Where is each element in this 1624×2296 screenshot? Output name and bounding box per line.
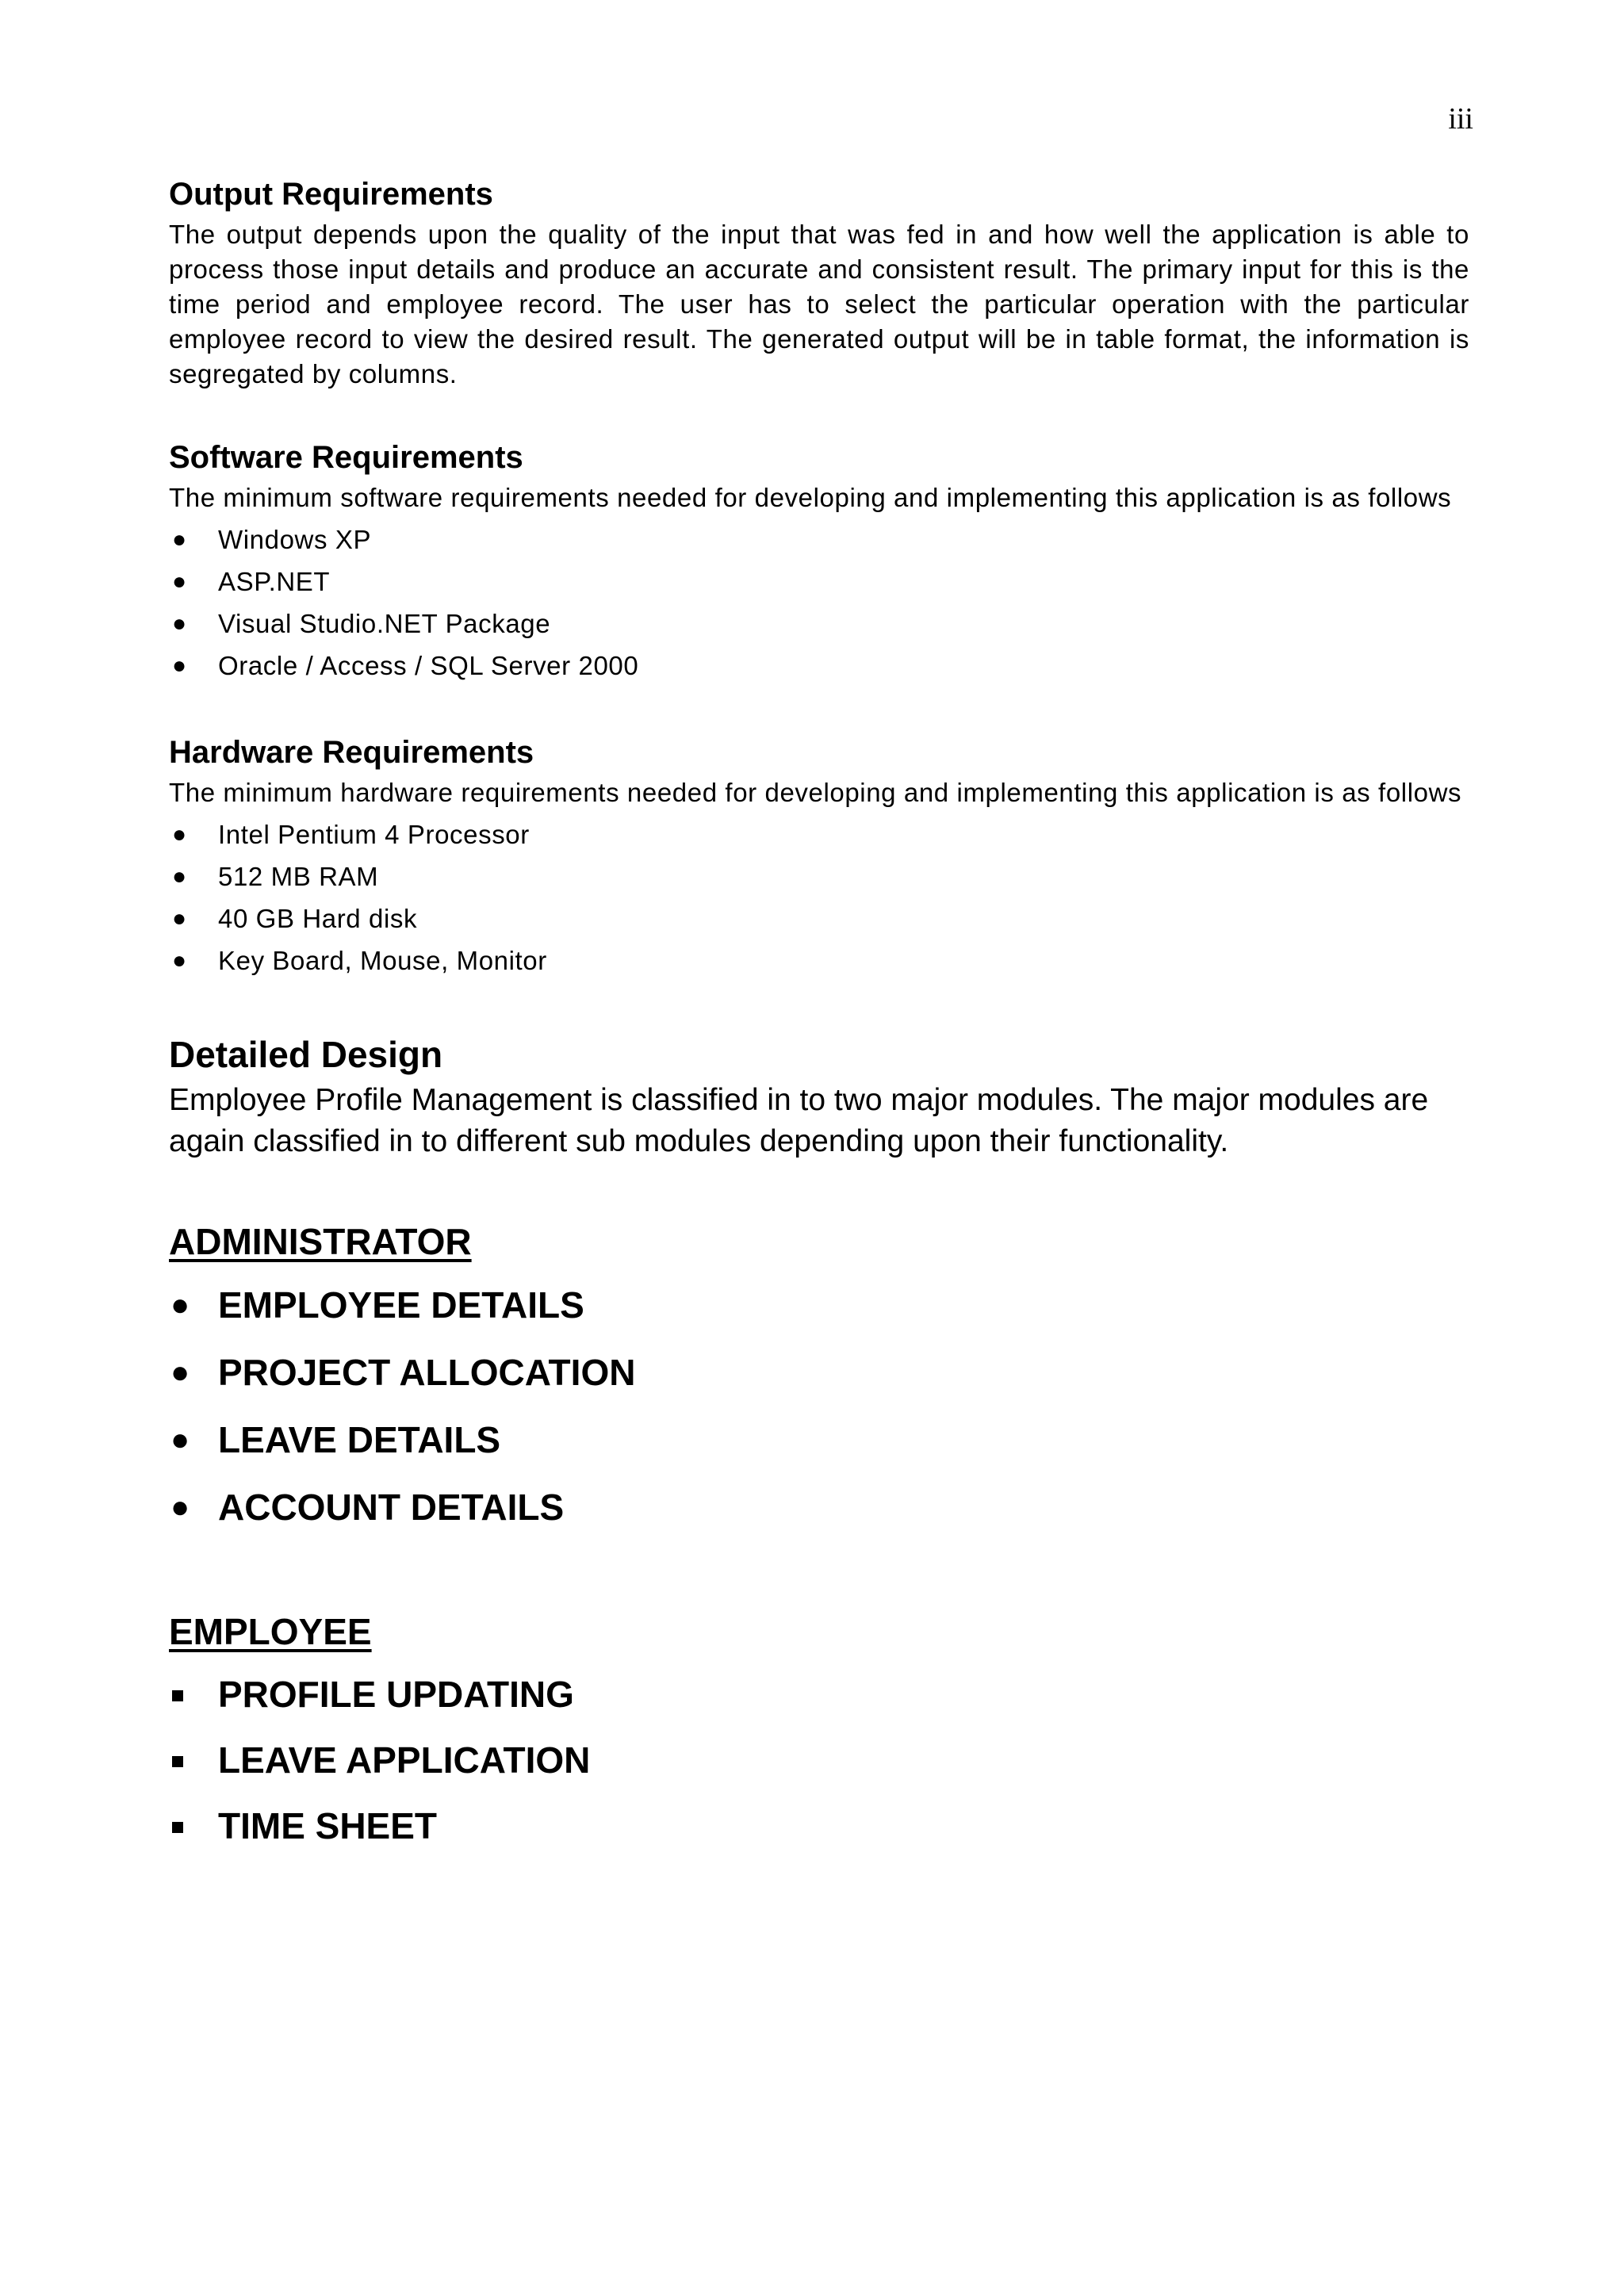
software-item-label: Windows XP [218, 525, 372, 554]
administrator-list [169, 1272, 1469, 1541]
bullet-icon: ● [170, 1355, 190, 1390]
software-list [169, 519, 1469, 687]
employee-list [169, 1662, 1469, 1859]
bullet-icon: ● [172, 821, 187, 848]
bullet-icon: ● [170, 1422, 190, 1457]
admin-item-label: PROJECT ALLOCATION [218, 1352, 636, 1393]
bullet-icon: ● [172, 526, 187, 553]
detailed-design-text: Employee Profile Management is classified in to two major modules. The major modules are again classified in to different sub modules depending upon their functionality. [169, 1083, 1429, 1158]
employee-item-label: TIME SHEET [218, 1805, 438, 1846]
hardware-item-label: 40 GB Hard disk [218, 904, 418, 933]
list-item [169, 1793, 1469, 1859]
list-item [169, 1662, 1469, 1728]
bullet-icon: ● [172, 652, 187, 679]
list-item [169, 1272, 1469, 1339]
bullet-icon: ● [170, 1490, 190, 1525]
list-item [169, 939, 1469, 982]
employee-heading: EMPLOYEE [169, 1611, 372, 1652]
document-content [169, 174, 1469, 1859]
bullet-icon: ● [172, 610, 187, 637]
list-item [169, 897, 1469, 939]
list-item [169, 1339, 1469, 1406]
detailed-design-heading: Detailed Design [169, 1034, 443, 1075]
admin-item-label: LEAVE DETAILS [218, 1419, 501, 1460]
output-requirements-heading: Output Requirements [169, 177, 493, 212]
output-requirements-text: The output depends upon the quality of the input that was fed in and how well the application is able to process those input details and produce an accurate and consistent result. The primary input for this is the time period and employee record. The user has to select the particular operation with the particular employee record to view the desired result. The generated output will be in table format, the information is segregated by columns. [169, 220, 1469, 388]
administrator-module [169, 1219, 1469, 1541]
admin-item-label: ACCOUNT DETAILS [218, 1487, 565, 1528]
bullet-icon: ● [172, 568, 187, 595]
software-item-label: Oracle / Access / SQL Server 2000 [218, 651, 639, 680]
software-requirements-heading: Software Requirements [169, 440, 523, 475]
bullet-icon: ● [170, 1288, 190, 1322]
bullet-icon: ● [172, 863, 187, 890]
admin-item-label: EMPLOYEE DETAILS [218, 1284, 584, 1326]
list-item [169, 561, 1469, 603]
bullet-icon: ● [172, 947, 187, 974]
software-item-label: ASP.NET [218, 567, 331, 596]
hardware-requirements-section [169, 733, 1469, 982]
square-bullet-icon [172, 1756, 183, 1767]
list-item [169, 519, 1469, 561]
hardware-requirements-text: The minimum hardware requirements needed for developing and implementing this application is as follows [169, 778, 1462, 807]
list-item [169, 603, 1469, 645]
software-item-label: Visual Studio.NET Package [218, 609, 551, 638]
list-item [169, 645, 1469, 687]
software-requirements-text: The minimum software requirements needed for developing and implementing this application is as follows [169, 483, 1452, 512]
employee-item-label: PROFILE UPDATING [218, 1674, 574, 1715]
administrator-heading: ADMINISTRATOR [169, 1221, 472, 1262]
list-item [169, 855, 1469, 897]
output-requirements-section [169, 174, 1469, 392]
employee-module [169, 1609, 1469, 1859]
hardware-list [169, 813, 1469, 982]
square-bullet-icon [172, 1690, 183, 1701]
hardware-item-label: Key Board, Mouse, Monitor [218, 946, 547, 975]
employee-item-label: LEAVE APPLICATION [218, 1739, 591, 1781]
list-item [169, 1474, 1469, 1541]
square-bullet-icon [172, 1822, 183, 1833]
hardware-requirements-heading: Hardware Requirements [169, 735, 534, 770]
page-number: iii [1448, 102, 1473, 136]
list-item [169, 1728, 1469, 1793]
list-item [169, 813, 1469, 855]
detailed-design-section [169, 1032, 1469, 1162]
hardware-item-label: Intel Pentium 4 Processor [218, 820, 530, 849]
list-item [169, 1406, 1469, 1474]
bullet-icon: ● [172, 905, 187, 932]
hardware-item-label: 512 MB RAM [218, 862, 379, 891]
software-requirements-section [169, 438, 1469, 687]
